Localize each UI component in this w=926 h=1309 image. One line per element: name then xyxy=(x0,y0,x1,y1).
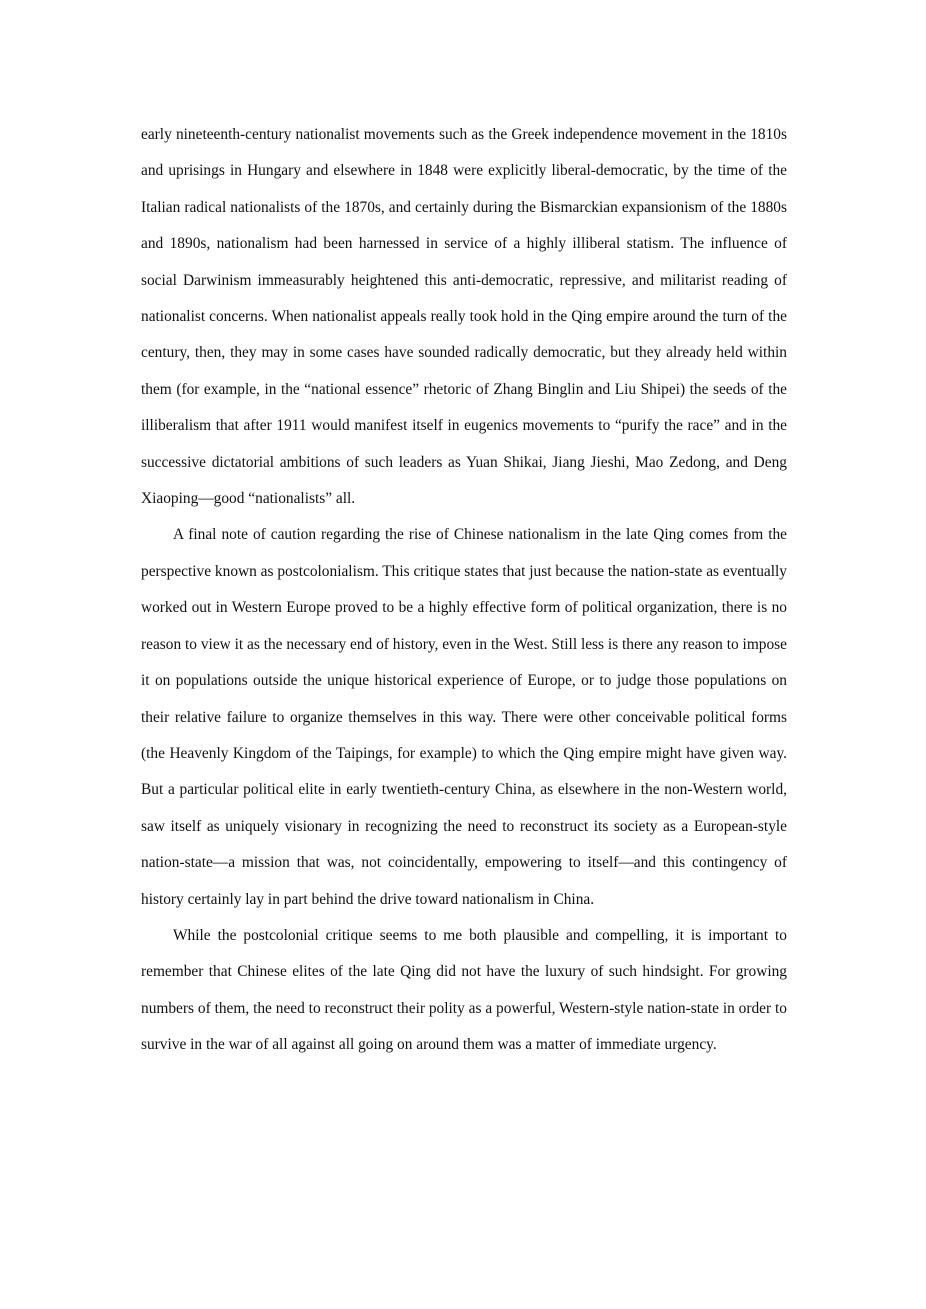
body-text xyxy=(141,117,787,1064)
paragraph-postcolonialism: A final note of caution regarding the rise of Chinese nationalism in the late Qing comes from the perspective known as postcolonialism. This critique states that just because the nation-state as eventually worked out in Western Europe proved to be a highly effective form of political organization, there is no reason to view it as the necessary end of history, even in the West. Still less is there any reason to impose it on populations outside the unique historical experience of Europe, or to judge those populations on their relative failure to organize themselves in this way. There were other conceivable political forms (the Heavenly Kingdom of the Taipings, for example) to which the Qing empire might have given way. But a particular political elite in early twentieth-century China, as elsewhere in the non-Western world, saw itself as uniquely visionary in recognizing the need to reconstruct its society as a European-style nation-state—a mission that was, not coincidentally, empowering to itself—and this contingency of history certainly lay in part behind the drive toward nationalism in China. xyxy=(141,526,787,908)
paragraph-continued: early nineteenth-century nationalist movements such as the Greek independence movement in the 1810s and uprisings in Hungary and elsewhere in 1848 were explicitly liberal-democratic, by the time of the Italian radical nationalists of the 1870s, and certainly during the Bismarckian expansionism of the 1880s and 1890s, nationalism had been harnessed in service of a highly illiberal statism. The influence of social Darwinism immeasurably heightened this anti-democratic, repressive, and militarist reading of nationalist concerns. When nationalist appeals really took hold in the Qing empire around the turn of the century, then, they may in some cases have sounded radically democratic, but they already held within them (for example, in the “national essence” rhetoric of Zhang Binglin and Liu Shipei) the seeds of the illiberalism that after 1911 would manifest itself in eugenics movements to “purify the race” and in the successive dictatorial ambitions of such leaders as Yuan Shikai, Jiang Jieshi, Mao Zedong, and Deng Xiaoping—good “nationalists” all. xyxy=(141,126,787,508)
paragraph-conclusion: While the postcolonial critique seems to me both plausible and compelling, it is important to remember that Chinese elites of the late Qing did not have the luxury of such hindsight. For growing numbers of them, the need to reconstruct their polity as a powerful, Western-style nation-state in order to survive in the war of all against all going on around them was a matter of immediate urgency. xyxy=(141,926,787,1054)
